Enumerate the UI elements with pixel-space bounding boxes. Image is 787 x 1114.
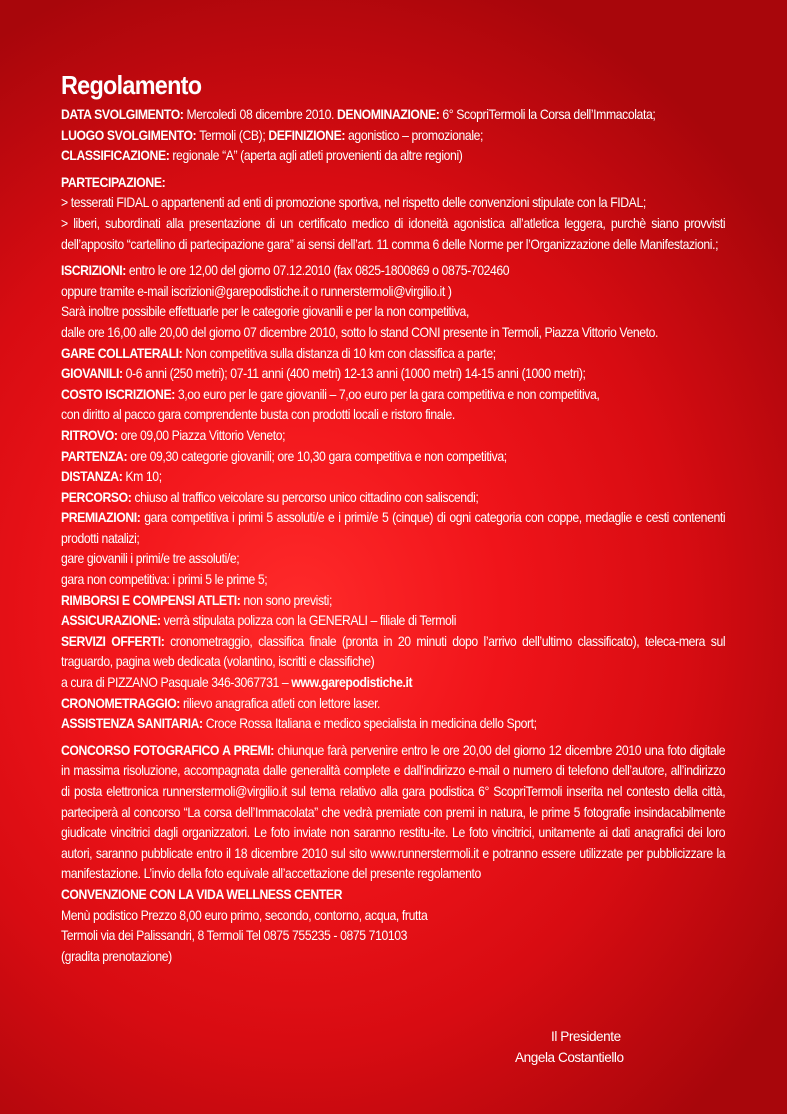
regulation-line	[61, 488, 659, 509]
field-label: CONCORSO FOTOGRAFICO A PREMI:	[61, 742, 278, 758]
field-text: 0-6 anni (250 metri); 07-11 anni (400 metri) 12-13 anni (1000 metri) 14-15 anni (1000 metri);	[125, 366, 586, 382]
regulation-line	[61, 105, 659, 126]
regulation-line	[61, 947, 659, 968]
field-text: regionale “A” (aperta agli atleti provenienti da altre regioni)	[172, 148, 463, 164]
field-text: dalle ore 16,00 alle 20,00 del giorno 07 dicembre 2010, sotto lo stand CONI presente in Termoli, Piazza Vittorio Veneto.	[61, 324, 659, 340]
field-text: chiunque farà pervenire entro le ore 20,00 del giorno 12 dicembre 2010 una foto digitale in massima risoluzione, accompagnata dalle generalità complete e dall’indirizzo e-mail o numero di telefono dell’autore, all’indirizzo di posta elettronica runnerstermoli@virgilio.it sul tema relativo alla gara podistica 6° ScopriTermoli inserita nel contesto della città, parteciperà al concorso “La corsa dell’Immacolata” che vedrà premiate con premi in natura, le prime 5 fotografie insindacabilmente giudicate vincitrici dagli organizzatori. Le foto inviate non saranno restitu-ite. Le foto vincitrici, unitamente ai dati anagrafici dei loro autori, saranno pubblicate entro il 18 dicembre 2010 sul sito www.runnerstermoli.it e potranno essere utilizzate per pubblicizzare la manifestazione. L’invio della foto equivale all’accettazione del presente regolamento	[61, 742, 726, 882]
field-label: CRONOMETRAGGIO:	[61, 695, 183, 711]
field-label: PARTECIPAZIONE:	[61, 174, 166, 190]
regulation-line	[61, 193, 659, 214]
field-text: verrà stipulata polizza con la GENERALI – filiale di Termoli	[163, 613, 457, 629]
regulation-line	[61, 714, 659, 735]
regulation-line	[61, 673, 659, 694]
regulation-line	[61, 126, 659, 147]
field-label: ASSICURAZIONE:	[61, 613, 164, 629]
field-text: Termoli via dei Palissandri, 8 Termoli Tel 0875 755235 - 0875 710103	[61, 928, 408, 944]
regulation-line	[61, 323, 659, 344]
signature-role: Il Presidente	[551, 1029, 621, 1044]
regulation-line	[61, 426, 659, 447]
field-text: a cura di PIZZANO Pasquale 346-3067731 –	[61, 675, 292, 691]
regulation-body	[61, 105, 725, 967]
field-label: DATA SVOLGIMENTO:	[61, 107, 187, 122]
field-label: CLASSIFICAZIONE:	[61, 148, 173, 164]
field-label: ISCRIZIONI:	[61, 263, 129, 279]
regulation-line	[61, 570, 659, 591]
regulation-line	[61, 549, 659, 570]
regulation-line	[61, 214, 725, 255]
field-label: GARE COLLATERALI:	[61, 345, 186, 361]
regulation-line	[61, 926, 659, 947]
field-text: gare giovanili i primi/e tre assoluti/e;	[61, 551, 240, 567]
regolamento-document	[61, 70, 725, 967]
field-label: PARTENZA:	[61, 448, 131, 464]
field-label: COSTO ISCRIZIONE:	[61, 386, 178, 402]
regulation-line	[61, 611, 659, 632]
regulation-line	[61, 146, 659, 167]
field-text: con diritto al pacco gara comprendente busta con prodotti locali e ristoro finale.	[61, 407, 455, 423]
regulation-line	[61, 344, 659, 365]
field-text: gara non competitiva: i primi 5 le prime 5;	[61, 572, 268, 588]
field-label: DEFINIZIONE:	[268, 127, 349, 143]
regulation-line	[61, 447, 659, 468]
regulation-line	[61, 632, 725, 673]
field-label: www.garepodistiche.it	[291, 675, 413, 691]
regulation-line	[61, 741, 725, 885]
regulation-line	[61, 508, 725, 549]
field-text: chiuso al traffico veicolare su percorso unico cittadino con saliscendi;	[134, 489, 479, 505]
field-text: Sarà inoltre possibile effettuarle per le categorie giovanili e per la non competitiva,	[61, 304, 469, 320]
field-text: ore 09,30 categorie giovanili; ore 10,30 gara competitiva e non competitiva;	[130, 448, 507, 464]
field-text: Non competitiva sulla distanza di 10 km con classifica a parte;	[185, 345, 496, 361]
field-text: Menù podistico Prezzo 8,00 euro primo, secondo, contorno, acqua, frutta	[61, 907, 428, 923]
field-label: DENOMINAZIONE:	[337, 107, 443, 122]
field-text: Croce Rossa Italiana e medico specialista in medicina dello Sport;	[205, 716, 537, 732]
field-text: cronometraggio, classifica finale (pronta in 20 minuti dopo l’arrivo dell’ultimo classificato), teleca-mera sul traguardo, pagina web dedicata (volantino, iscritti e classifiche)	[61, 633, 726, 670]
regulation-line	[61, 467, 659, 488]
field-text: ore 09,00 Piazza Vittorio Veneto;	[120, 427, 286, 443]
regulation-line	[61, 906, 659, 927]
field-label: LUOGO SVOLGIMENTO:	[61, 127, 200, 143]
regulation-line	[61, 885, 659, 906]
field-text: 3,oo euro per le gare giovanili – 7,oo euro per la gara competitiva e non competitiva,	[177, 386, 600, 402]
field-text: (gradita prenotazione)	[61, 948, 172, 964]
field-label: CONVENZIONE CON LA VIDA WELLNESS CENTER	[61, 886, 343, 902]
regulation-line	[61, 591, 659, 612]
field-text: oppure tramite e-mail iscrizioni@garepodistiche.it o runnerstermoli@virgilio.it )	[61, 283, 452, 299]
page-title: Regolamento	[61, 70, 202, 100]
field-text: > tesserati FIDAL o appartenenti ad enti di promozione sportiva, nel rispetto delle convenzioni stipulate con la FIDAL;	[61, 195, 646, 211]
field-text: entro le ore 12,00 del giorno 07.12.2010 (fax 0825-1800869 o 0875-702460	[128, 263, 510, 279]
field-text: gara competitiva i primi 5 assoluti/e e i primi/e 5 (cinque) di ogni categoria con coppe, medaglie e cesti contenenti prodotti natalizi;	[61, 510, 726, 546]
regulation-line	[61, 364, 659, 385]
field-label: PERCORSO:	[61, 489, 135, 505]
field-label: RIMBORSI E COMPENSI ATLETI:	[61, 592, 244, 608]
field-label: PREMIAZIONI:	[61, 510, 145, 526]
regulation-line	[61, 302, 659, 323]
field-text: Mercoledì 08 dicembre 2010.	[186, 107, 338, 122]
field-label: SERVIZI OFFERTI:	[61, 633, 171, 649]
field-text: rilievo anagrafica atleti con lettore laser.	[182, 695, 381, 711]
field-text: Termoli (CB);	[199, 127, 269, 143]
regulation-line	[61, 261, 659, 282]
field-text: > liberi, subordinati alla presentazione di un certificato medico di idoneità agonistica all’atletica leggera, purchè siano provvisti dell’apposito “cartellino di partecipazione gara” ai sensi dell’art. 11 comma 6 delle Norme per l’Organizzazione delle Manifestazioni.;	[61, 215, 726, 252]
field-label: RITROVO:	[61, 427, 121, 443]
regulation-line	[61, 173, 659, 194]
field-label: GIOVANILI:	[61, 366, 126, 382]
field-text: Km 10;	[125, 469, 162, 485]
field-label: DISTANZA:	[61, 469, 126, 485]
field-text: non sono previsti;	[243, 592, 332, 608]
regulation-line	[61, 385, 659, 406]
regulation-line	[61, 405, 659, 426]
field-label: ASSISTENZA SANITARIA:	[61, 716, 206, 732]
field-text: agonistico – promozionale;	[348, 127, 484, 143]
regulation-line	[61, 282, 659, 303]
field-text: 6° ScopriTermoli la Corsa dell’Immacolata;	[442, 107, 656, 122]
regulation-line	[61, 694, 659, 715]
signature-name: Angela Costantiello	[515, 1050, 624, 1065]
